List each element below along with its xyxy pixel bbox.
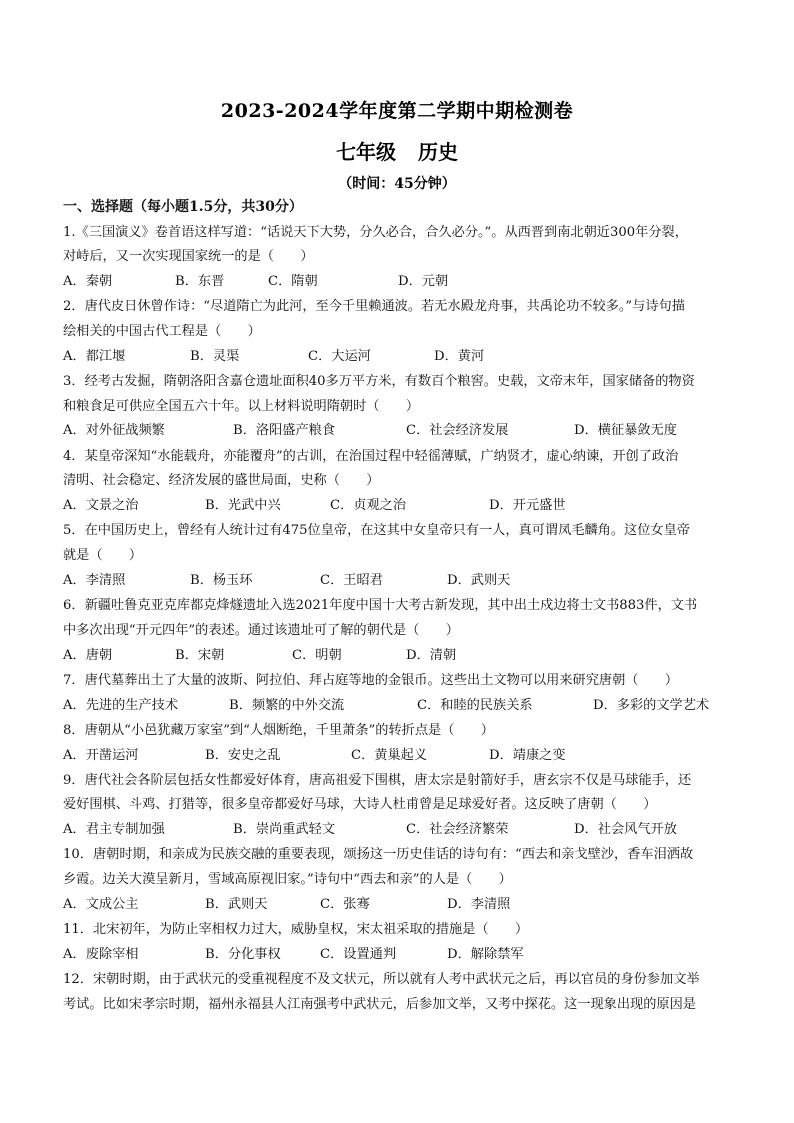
- question-9-option-a: A．君主专制加强: [63, 822, 165, 837]
- exam-subtitle: [0, 136, 794, 165]
- question-8-options: [63, 747, 743, 764]
- question-9-option-d: D．社会风气开放: [574, 822, 677, 837]
- question-4-options: [63, 497, 743, 514]
- question-6-options: [63, 647, 743, 664]
- question-6-text-line: 中多次出现“开元四年”的表述。通过该遗址可了解的朝代是（ ）: [63, 623, 459, 638]
- question-6-option-b: B．宋朝: [175, 648, 225, 663]
- question-2-option-a: A．都江堰: [63, 349, 126, 364]
- question-8-option-d: D．靖康之变: [489, 748, 566, 763]
- question-5-option-a: A．李清照: [63, 573, 126, 588]
- subject-label: 历史: [418, 140, 458, 164]
- question-11-options: [63, 946, 743, 963]
- question-2-option-d: D．黄河: [434, 349, 485, 364]
- question-4-option-b: B．光武中兴: [205, 498, 281, 513]
- question-1-option-c: C．隋朝: [268, 274, 318, 289]
- question-10-option-b: B．武则天: [205, 897, 268, 912]
- question-5-options: [63, 572, 743, 589]
- question-1-option-d: D．元朝: [398, 274, 449, 289]
- question-2-text-line: 绘相关的中国古代工程是（ ）: [63, 324, 261, 339]
- question-5-text-line: 就是（ ）: [63, 548, 143, 563]
- question-10-option-a: A．文成公主: [63, 897, 139, 912]
- question-10-options: [63, 896, 743, 913]
- question-10-text-line: 10．唐朝时期，和亲成为民族交融的重要表现，颂扬这一历史佳话的诗句有：“西去和亲戈壁沙，香车泪洒故: [63, 847, 694, 862]
- question-10-option-c: C．张骞: [320, 897, 370, 912]
- question-9-option-c: C．社会经济繁荣: [406, 822, 509, 837]
- question-1-options: [63, 273, 743, 290]
- question-7-text-line: 7．唐代墓葬出土了大量的波斯、阿拉伯、拜占庭等地的金银币。这些出土文物可以用来研究唐朝（ ）: [63, 673, 679, 688]
- question-6-text-line: 6．新疆吐鲁克亚克库都克烽燧遗址入选2021年度中国十大考古新发现，其中出土戍边将士文书883件，文书: [63, 598, 698, 613]
- question-2-text-line: 2．唐代皮日休曾作诗：“尽道隋亡为此河，至今千里赖通波。若无水殿龙舟事，共禹论功不较多。”与诗句描: [63, 299, 685, 314]
- question-12-text-line: 考试。比如宋孝宗时期，福州永福县人江南强考中武状元，后参加文举，又考中探花。这一现象出现的原因是: [63, 997, 696, 1012]
- question-5-option-c: C．王昭君: [320, 573, 383, 588]
- question-7-option-a: A．先进的生产技术: [63, 698, 179, 713]
- question-11-option-b: B．分化事权: [205, 947, 281, 962]
- question-2-option-b: B．灵渠: [190, 349, 240, 364]
- question-12-text-line: 12．宋朝时期，由于武状元的受重视程度不及文状元，所以就有人考中武状元之后，再以官员的身份参加文举: [63, 972, 700, 987]
- exam-time: （时间：45分钟）: [338, 176, 456, 192]
- question-5-option-b: B．杨玉环: [190, 573, 253, 588]
- question-3-text-line: 和粮食足可供应全国五六十年。以上材料说明隋朝时（ ）: [63, 399, 420, 414]
- question-10-option-d: D．李清照: [447, 897, 511, 912]
- section-heading: 一、选择题（每小题1.5分，共30分）: [63, 199, 303, 215]
- question-11-option-a: A．废除宰相: [63, 947, 139, 962]
- question-9-text-line: 9．唐代社会各阶层包括女性都爱好体育，唐高祖爱下围棋，唐太宗是射箭好手，唐玄宗不仅是马球能手，还: [63, 773, 692, 788]
- question-9-option-b: B．崇尚重武轻文: [233, 822, 336, 837]
- question-9-options: [63, 821, 743, 838]
- question-6-option-c: C．明朝: [292, 648, 342, 663]
- grade-label: 七年级: [336, 140, 396, 164]
- question-1-option-a: A．秦朝: [63, 274, 113, 289]
- exam-title: 2023-2024学年度第二学期中期检测卷: [220, 100, 574, 122]
- question-6-option-a: A．唐朝: [63, 648, 113, 663]
- question-3-option-a: A．对外征战频繁: [63, 423, 165, 438]
- question-6-option-d: D．清朝: [406, 648, 457, 663]
- question-2-options: [63, 348, 743, 365]
- question-4-option-c: C．贞观之治: [330, 498, 407, 513]
- question-9-text-line: 爱好围棋、斗鸡、打猎等，很多皇帝都爱好马球，大诗人杜甫曾是足球爱好者。这反映了唐朝（ ）: [63, 797, 657, 812]
- question-5-option-d: D．武则天: [447, 573, 511, 588]
- question-7-option-d: D．多彩的文学艺术: [593, 698, 710, 713]
- question-4-text-line: 清明、社会稳定、经济发展的盛世局面，史称（ ）: [63, 473, 380, 488]
- question-1-option-b: B．东晋: [175, 274, 225, 289]
- question-11-option-d: D．解除禁军: [447, 947, 524, 962]
- question-4-option-a: A．文景之治: [63, 498, 139, 513]
- question-4-option-d: D．开元盛世: [489, 498, 566, 513]
- question-8-text-line: 8．唐朝从“小邑犹藏万家室”到“人烟断绝，千里萧条”的转折点是（ ）: [63, 723, 494, 738]
- question-3-option-b: B．洛阳盛产粮食: [233, 423, 336, 438]
- question-3-option-c: C．社会经济发展: [406, 423, 509, 438]
- question-1-text-line: 对峙后，又一次实现国家统一的是（ ）: [63, 249, 314, 264]
- question-11-text-line: 11．北宋初年，为防止宰相权力过大，威胁皇权，宋太祖采取的措施是（ ）: [63, 922, 529, 937]
- question-4-text-line: 4．某皇帝深知“水能载舟，亦能覆舟”的古训，在治国过程中轻徭薄赋，广纳贤才，虚心纳谏，开创了政治: [63, 449, 679, 464]
- question-2-option-c: C．大运河: [308, 349, 371, 364]
- question-3-options: [63, 422, 743, 439]
- question-11-option-c: C．设置通判: [320, 947, 397, 962]
- question-3-text-line: 3．经考古发掘，隋朝洛阳含嘉仓遗址面积40多万平方米，有数百个粮窖。史载，文帝末年，国家储备的物资: [63, 374, 695, 389]
- question-8-option-b: B．安史之乱: [205, 748, 281, 763]
- question-7-option-b: B．频繁的中外交流: [229, 698, 345, 713]
- question-7-option-c: C．和睦的民族关系: [417, 698, 533, 713]
- question-8-option-c: C．黄巢起义: [351, 748, 428, 763]
- question-8-option-a: A．开凿运河: [63, 748, 139, 763]
- question-1-text-line: 1.《三国演义》卷首语这样写道：“话说天下大势，分久必合，合久必分。”。从西晋到南北朝近300年分裂，: [63, 225, 688, 240]
- question-10-text-line: 乡霞。边关大漠呈新月，雪域高原视旧家。”诗句中“西去和亲”的人是（ ）: [63, 872, 512, 887]
- question-3-option-d: D．横征暴敛无度: [574, 423, 677, 438]
- question-5-text-line: 5．在中国历史上，曾经有人统计过有475位皇帝，在这其中女皇帝只有一人，真可谓凤毛麟角。这位女皇帝: [63, 523, 690, 538]
- question-7-options: [63, 697, 743, 714]
